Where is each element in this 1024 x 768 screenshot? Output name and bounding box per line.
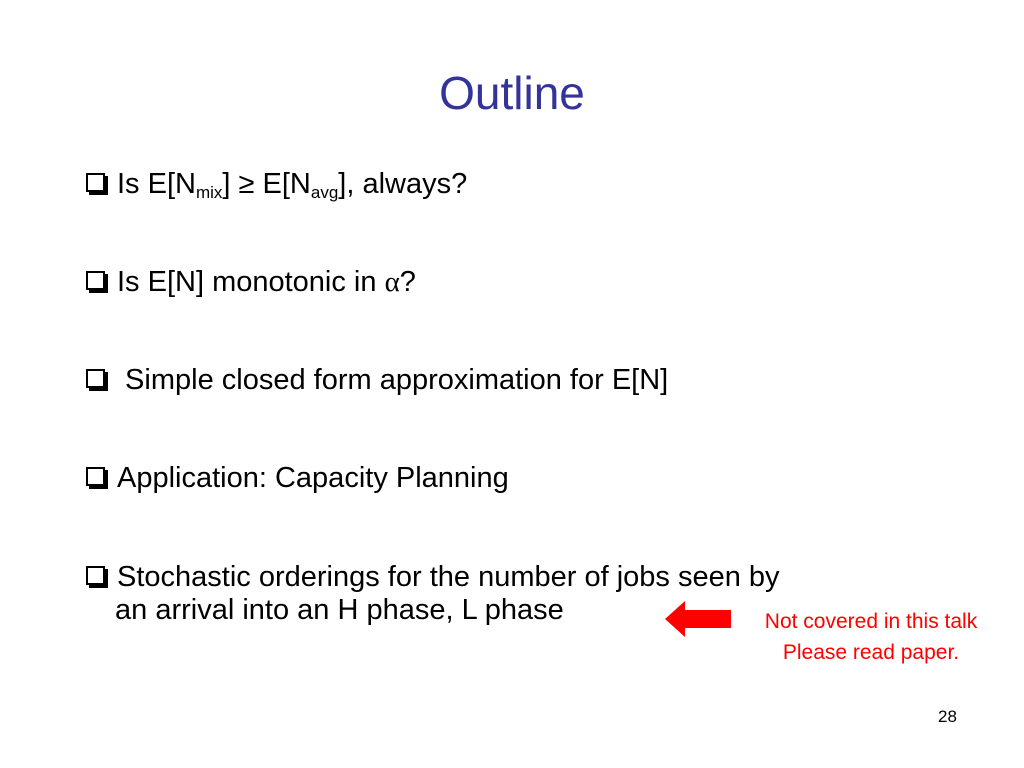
annotation-line-2: Please read paper. bbox=[782, 641, 960, 664]
bullet-item-1 bbox=[86, 168, 467, 201]
bullet-5-line2: an arrival into an H phase, L phase bbox=[115, 594, 564, 626]
bullet-1-suffix: ], always? bbox=[338, 168, 468, 200]
checkbox-square-icon bbox=[86, 271, 105, 290]
bullet-1-prefix: Is E[N bbox=[117, 168, 196, 200]
bullet-1-sub-mix: mix bbox=[195, 183, 223, 202]
bullet-item-3 bbox=[86, 364, 668, 397]
page-number: 28 bbox=[938, 707, 957, 726]
checkbox-square-icon bbox=[86, 173, 105, 192]
left-arrow-icon bbox=[665, 601, 731, 637]
checkbox-square-icon bbox=[86, 369, 105, 388]
bullet-1-mid: ] ≥ E[N bbox=[222, 168, 311, 200]
bullet-2-suffix: ? bbox=[399, 266, 416, 298]
bullet-item-4 bbox=[86, 462, 509, 495]
slide-title: Outline bbox=[439, 67, 585, 119]
bullet-3-text: Simple closed form approximation for E[N] bbox=[117, 364, 669, 396]
annotation-note bbox=[728, 606, 1014, 668]
checkbox-square-icon bbox=[86, 467, 105, 486]
annotation-line-1: Not covered in this talk bbox=[764, 610, 978, 633]
checkbox-square-icon bbox=[86, 566, 105, 585]
bullet-5-line1: Stochastic orderings for the number of jobs seen by bbox=[117, 561, 780, 593]
bullet-1-sub-avg: avg bbox=[310, 183, 339, 202]
bullet-2-text: Is E[N] monotonic in bbox=[117, 266, 385, 298]
bullet-item-2 bbox=[86, 266, 416, 299]
alpha-symbol: α bbox=[384, 266, 400, 298]
bullet-4-text: Application: Capacity Planning bbox=[117, 462, 509, 494]
